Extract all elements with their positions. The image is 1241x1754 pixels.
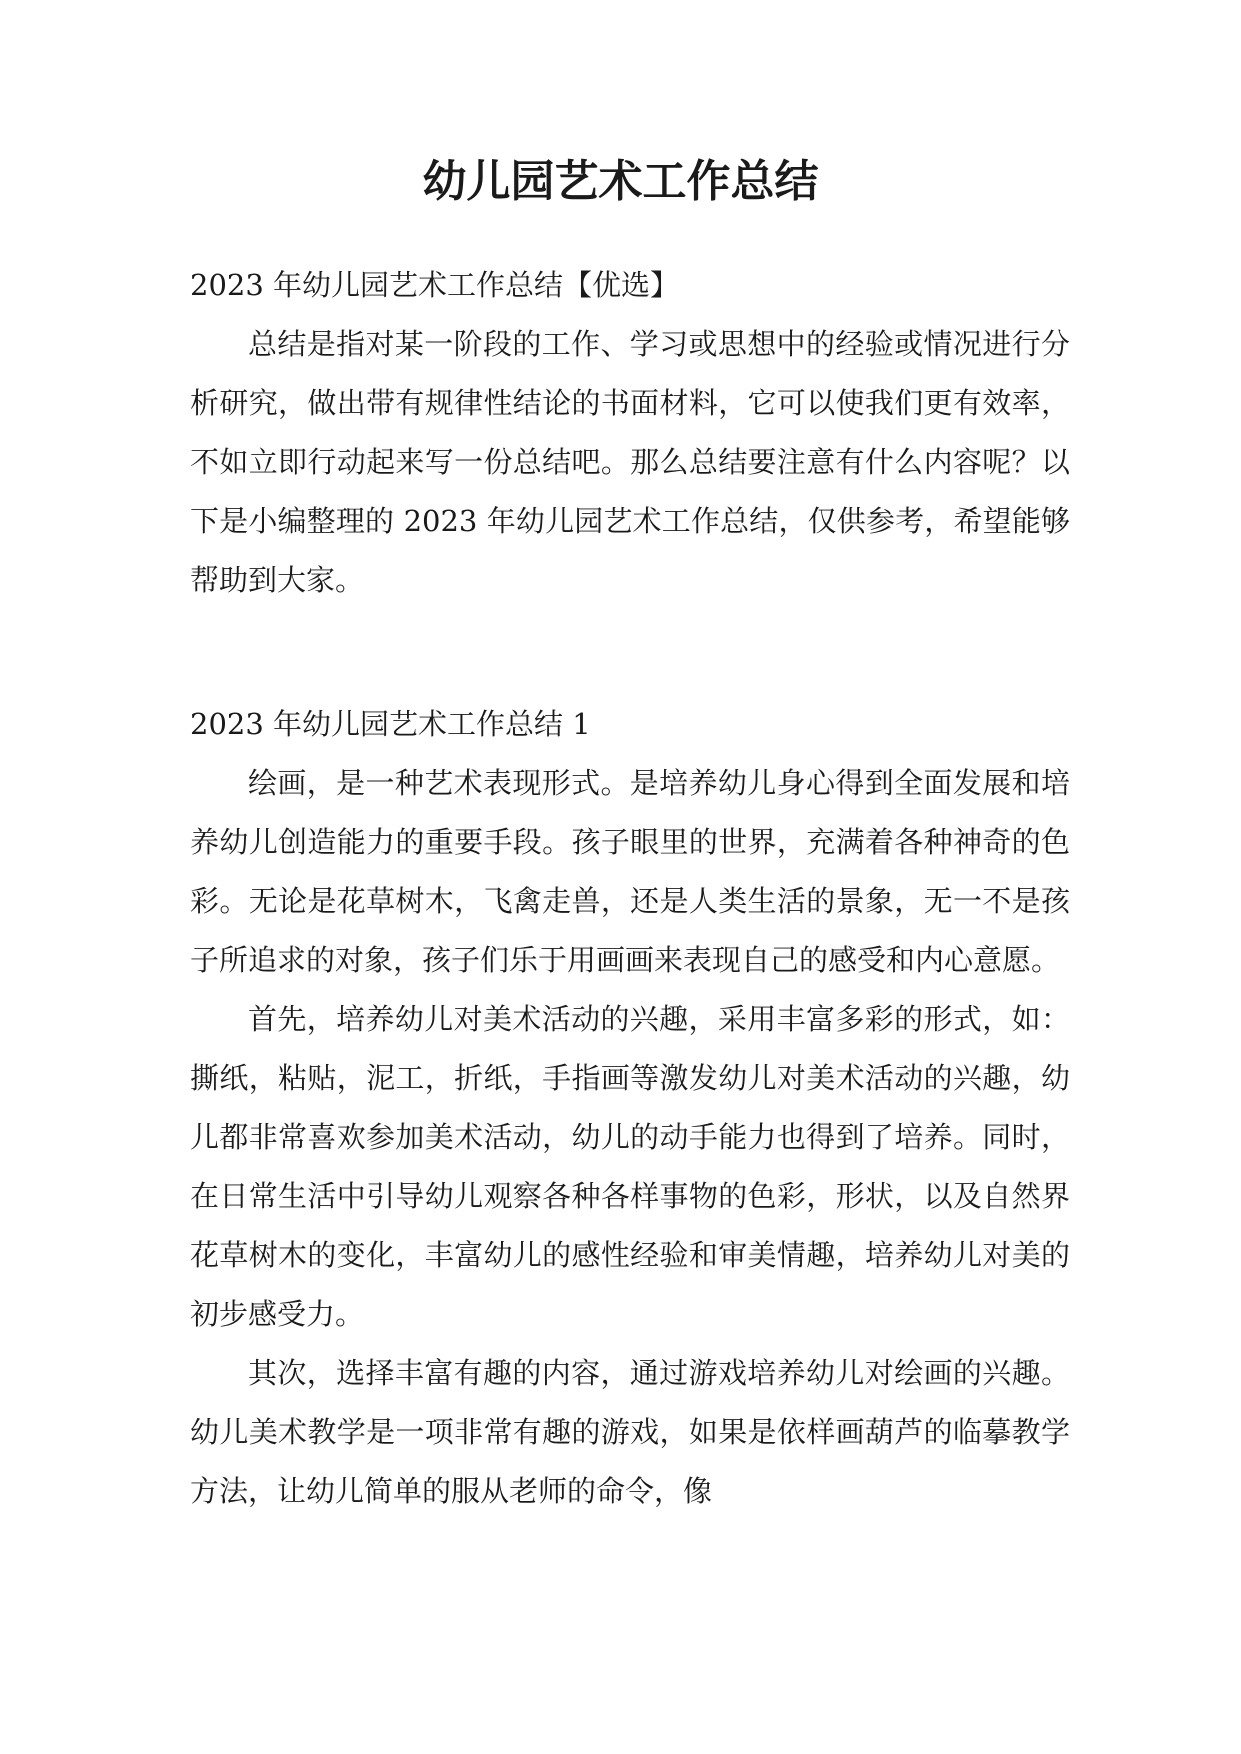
document-title: 幼儿园艺术工作总结	[422, 156, 819, 207]
section-1-heading: 2023 年幼儿园艺术工作总结 1	[190, 707, 591, 741]
section-1	[190, 695, 1070, 1521]
section-1-paragraph-2: 首先，培养幼儿对美术活动的兴趣，采用丰富多彩的形式，如：撕纸，粘贴，泥工，折纸，手指画等激发幼儿对美术活动的兴趣，幼儿都非常喜欢参加美术活动，幼儿的动手能力也得到了培养。同时，在日常生活中引导幼儿观察各种各样事物的色彩，形状，以及自然界花草树木的变化，丰富幼儿的感性经验和审美情趣，培养幼儿对美的初步感受力。	[190, 1002, 1070, 1331]
intro-paragraph: 总结是指对某一阶段的工作、学习或思想中的经验或情况进行分析研究，做出带有规律性结论的书面材料，它可以使我们更有效率，不如立即行动起来写一份总结吧。那么总结要注意有什么内容呢？以下是小编整理的 2023 年幼儿园艺术工作总结，仅供参考，希望能够帮助到大家。	[190, 327, 1070, 597]
intro-section	[190, 256, 1070, 610]
section-1-paragraph-3: 其次，选择丰富有趣的内容，通过游戏培养幼儿对绘画的兴趣。幼儿美术教学是一项非常有趣的游戏，如果是依样画葫芦的临摹教学方法，让幼儿简单的服从老师的命令，像	[190, 1356, 1070, 1508]
intro-heading: 2023 年幼儿园艺术工作总结【优选】	[190, 268, 680, 302]
section-1-paragraph-1: 绘画，是一种艺术表现形式。是培养幼儿身心得到全面发展和培养幼儿创造能力的重要手段。孩子眼里的世界，充满着各种神奇的色彩。无论是花草树木，飞禽走兽，还是人类生活的景象，无一不是孩子所追求的对象，孩子们乐于用画画来表现自己的感受和内心意愿。	[190, 766, 1070, 977]
